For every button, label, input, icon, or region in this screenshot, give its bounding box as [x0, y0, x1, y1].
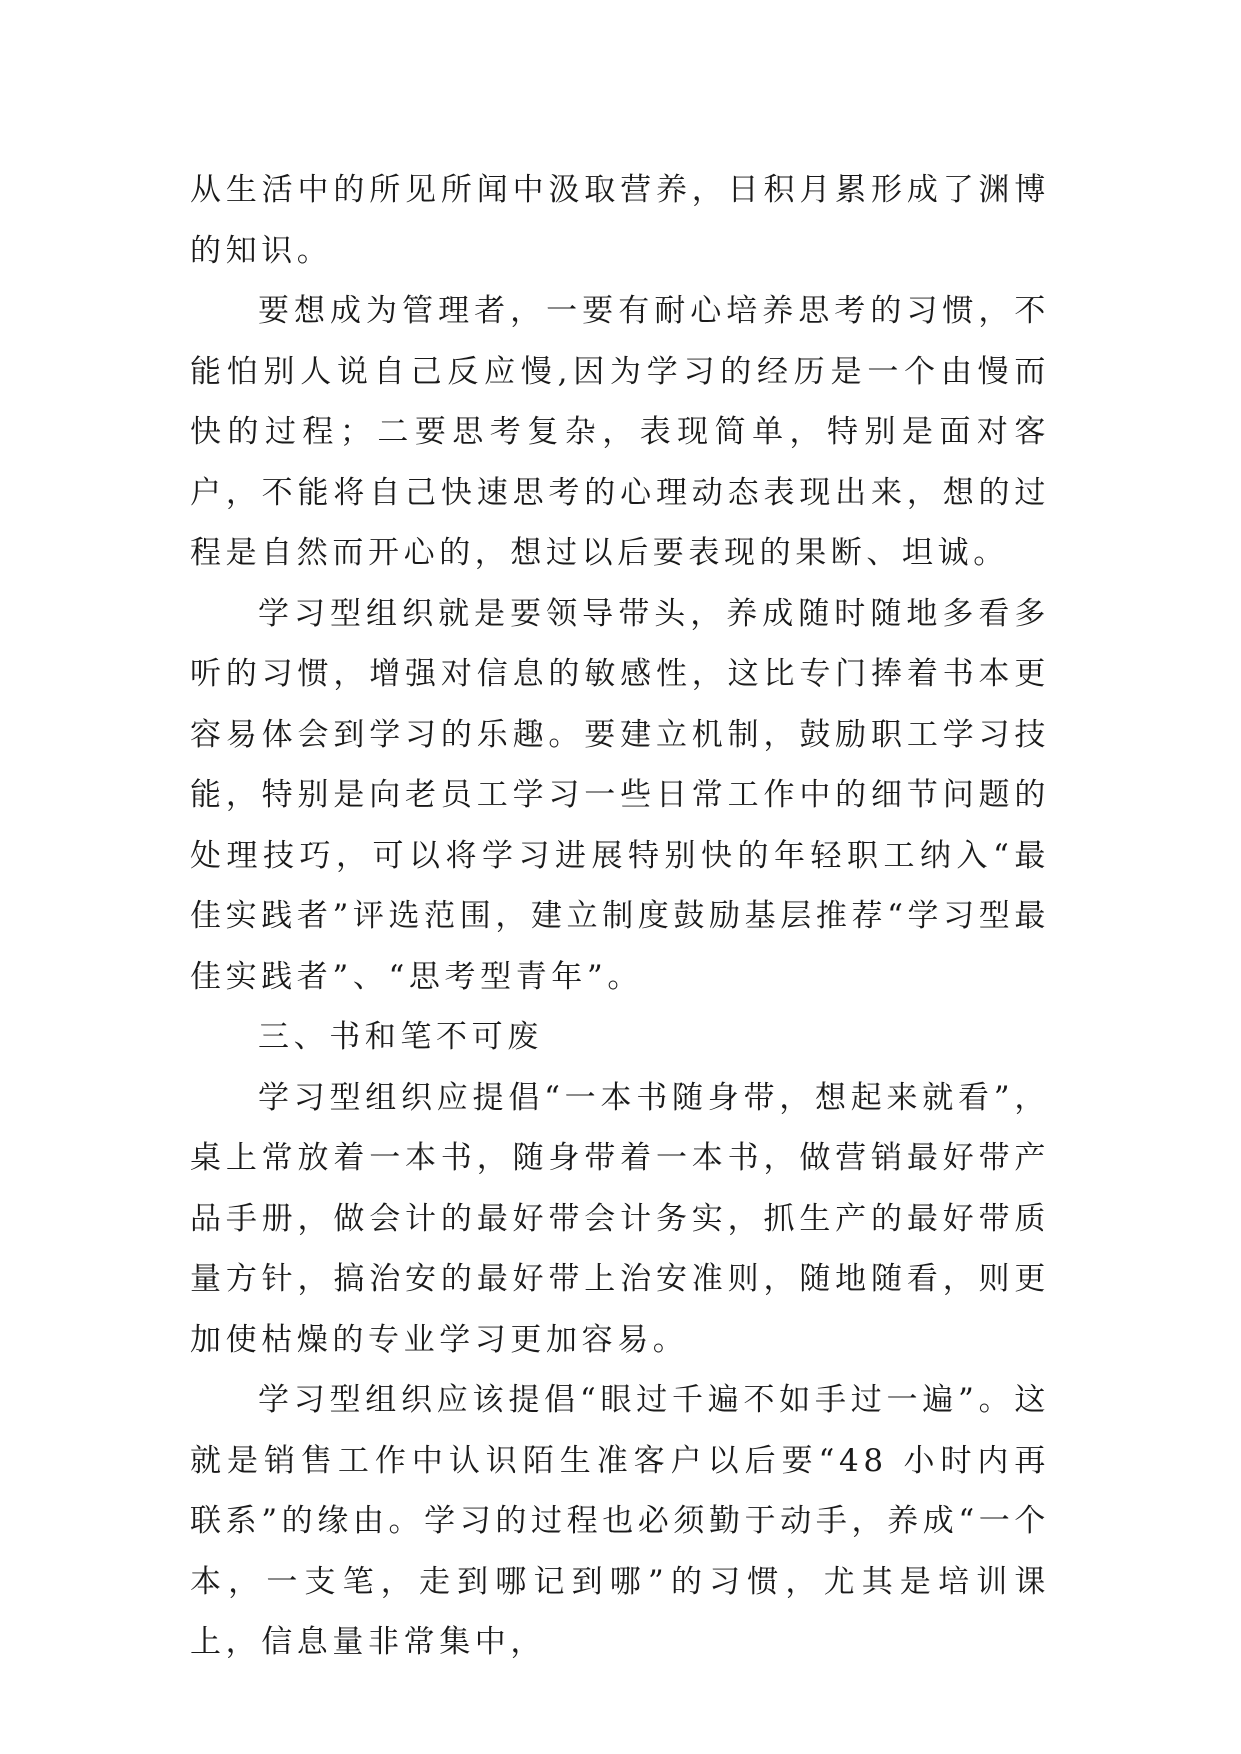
document-body: [190, 160, 1050, 1673]
paragraph-continuation: 从生活中的所见所闻中汲取营养，日积月累形成了渊博的知识。: [190, 172, 1050, 269]
paragraph-learning-organization: 学习型组织就是要领导带头，养成随时随地多看多听的习惯，增强对信息的敏感性，这比专门捧着书本更容易体会到学习的乐趣。要建立机制，鼓励职工学习技能，特别是向老员工学习一些日常工作中的细节问题的处理技巧，可以将学习进展特别快的年轻职工纳入“最佳实践者”评选范围，建立制度鼓励基层推荐“学习型最佳实践者”、“思考型青年”。: [190, 595, 1050, 995]
paragraph-carry-book: 学习型组织应提倡“一本书随身带，想起来就看”，桌上常放着一本书，随身带着一本书，做营销最好带产品手册，做会计的最好带会计务实，抓生产的最好带质量方针，搞治安的最好带上治安准则，随地随看，则更加使枯燥的专业学习更加容易。: [190, 1079, 1050, 1358]
paragraph-take-notes: 学习型组织应该提倡“眼过千遍不如手过一遍”。这就是销售工作中认识陌生准客户以后要“48 小时内再联系”的缘由。学习的过程也必须勤于动手，养成“一个本，一支笔，走到哪记到哪”的习惯，尤其是培训课上，信息量非常集中，: [190, 1382, 1050, 1660]
paragraph-manager-thinking: 要想成为管理者，一要有耐心培养思考的习惯，不能怕别人说自己反应慢,因为学习的经历是一个由慢而快的过程；二要思考复杂，表现简单，特别是面对客户，不能将自己快速思考的心理动态表现出来，想的过程是自然而开心的，想过以后要表现的果断、坦诚。: [190, 293, 1050, 571]
section-heading: 三、书和笔不可废: [258, 1019, 543, 1055]
